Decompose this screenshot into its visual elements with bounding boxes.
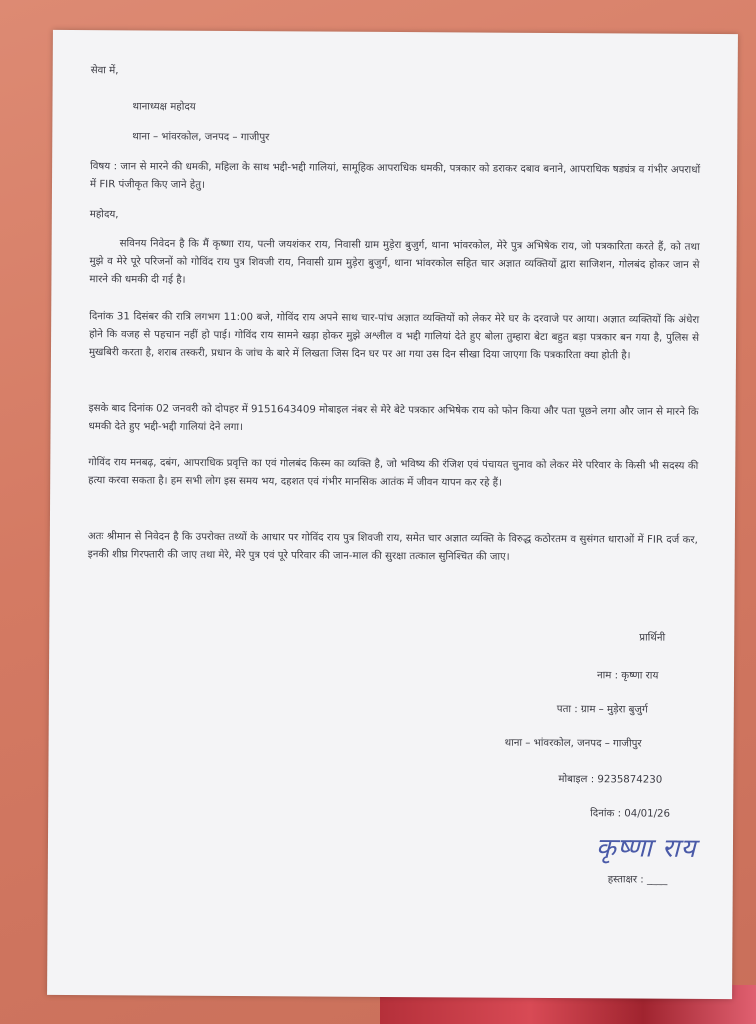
letter-paragraph-3: इसके बाद दिनांक 02 जनवरी को दोपहर में 9151643409 मोबाइल नंबर से मेरे बेटे पत्रकार अभिषेक राय को फोन किया और पता पूछने लगा और जान से मारने कि धमकी देते हुए भद्दी-भद्दी गालियां देने लगा। (88, 403, 699, 434)
complaint-letter (47, 30, 738, 999)
letter-paragraph-2: दिनांक 31 दिसंबर की रात्रि लगभग 11:00 बजे, गोविंद राय अपने साथ चार-पांच अज्ञात व्यक्तियों को लेकर मेरे घर के दरवाजे पर आया। अज्ञात व्यक्तियों कि अंधेरा होने कि वजह से पहचान नहीं हो पाई। गोविंद राय सामने खड़ा होकर मुझे अश्लील व भद्दी गालियां देते हुए बोला तुम्हारा बेटा बहुत बड़ा पत्रकार बन गया है, पुलिस से मुखबिरी करता है, शराब तस्करी, प्रधान के जांच के बारे में लिखता जिस दिन घर पर आ गया उस दिन सीखा दिया जाएगा कि पत्रकारिता क्या होती है। (88, 311, 700, 362)
letter-paragraph-5: अतः श्रीमान से निवेदन है कि उपरोक्त तथ्यों के आधार पर गोविंद राय पुत्र शिवजी राय, समेत चार अज्ञात व्यक्ति के विरुद्ध कठोरतम व सुसंगत धाराओं में FIR दर्ज कर, इनकी शीघ्र गिरफ्तारी की जाए तथा मेरे, मेरे पुत्र एवं पूरे परिवार की जान-माल की सुरक्षा तत्काल सुनिश्चित की जाए। (87, 531, 698, 563)
sender-police-station: थाना – भांवरकोल, जनपद – गाजीपुर (504, 737, 642, 750)
letter-date: दिनांक : 04/01/26 (590, 808, 671, 820)
letter-salutation: महोदय, (89, 209, 119, 221)
sender-mobile: मोबाइल : 9235874230 (558, 774, 663, 786)
letter-subject: विषय : जान से मारने की धमकी, महिला के साथ भद्दी-भद्दी गालियां, सामूहिक आपराधिक धमकी, पत्रकार को डराकर दबाव बनाने, आपराधिक षड्यंत्र व गंभीर अपराधों में FIR पंजीकृत किए जाने हेतु। (89, 161, 701, 191)
sender-name: नाम : कृष्णा राय (596, 670, 659, 682)
signature-label: हस्ताक्षर : ____ (607, 874, 668, 886)
letter-closing: प्रार्थिनी (639, 632, 666, 644)
letter-paragraph-4: गोविंद राय मनबढ़, दबंग, आपराधिक प्रवृत्ति का एवं गोलबंद किस्म का व्यक्ति है, जो भविष्य की रंजिश एवं पंचायत चुनाव को लेकर मेरे परिवार के किसी भी सदस्य की हत्या करवा सकता है। हम सभी लोग इस समय भय, दहशत एवं गंभीर मानसिक आतंक में जीवन यापन कर रहे हैं। (88, 457, 699, 489)
letter-station: थाना – भांवरकोल, जनपद – गाजीपुर (132, 131, 270, 144)
letter-addressee: थानाध्यक्ष महोदय (132, 101, 196, 113)
letter-to: सेवा में, (90, 65, 119, 77)
handwritten-signature: कृष्णा राय (595, 833, 697, 864)
letter-paragraph-1: सविनय निवेदन है कि मैं कृष्णा राय, पत्नी जयशंकर राय, निवासी ग्राम मुड़ेरा बुजुर्ग, थाना भांवरकोल, मेरे पुत्र अभिषेक राय, जो पत्रकारिता करते हैं, को तथा मुझे व मेरे पूरे परिजनों को गोविंद राय पुत्र शिवजी राय, निवासी ग्राम मुड़ेरा बुजुर्ग, थाना भांवरकोल सहित चार अज्ञात व्यक्तियों द्वारा साजिशन, गोलबंद होकर जान से मारने की धमकी दी गई है। (89, 238, 700, 286)
sender-address: पता : ग्राम – मुड़ेरा बुजुर्ग (556, 704, 648, 716)
